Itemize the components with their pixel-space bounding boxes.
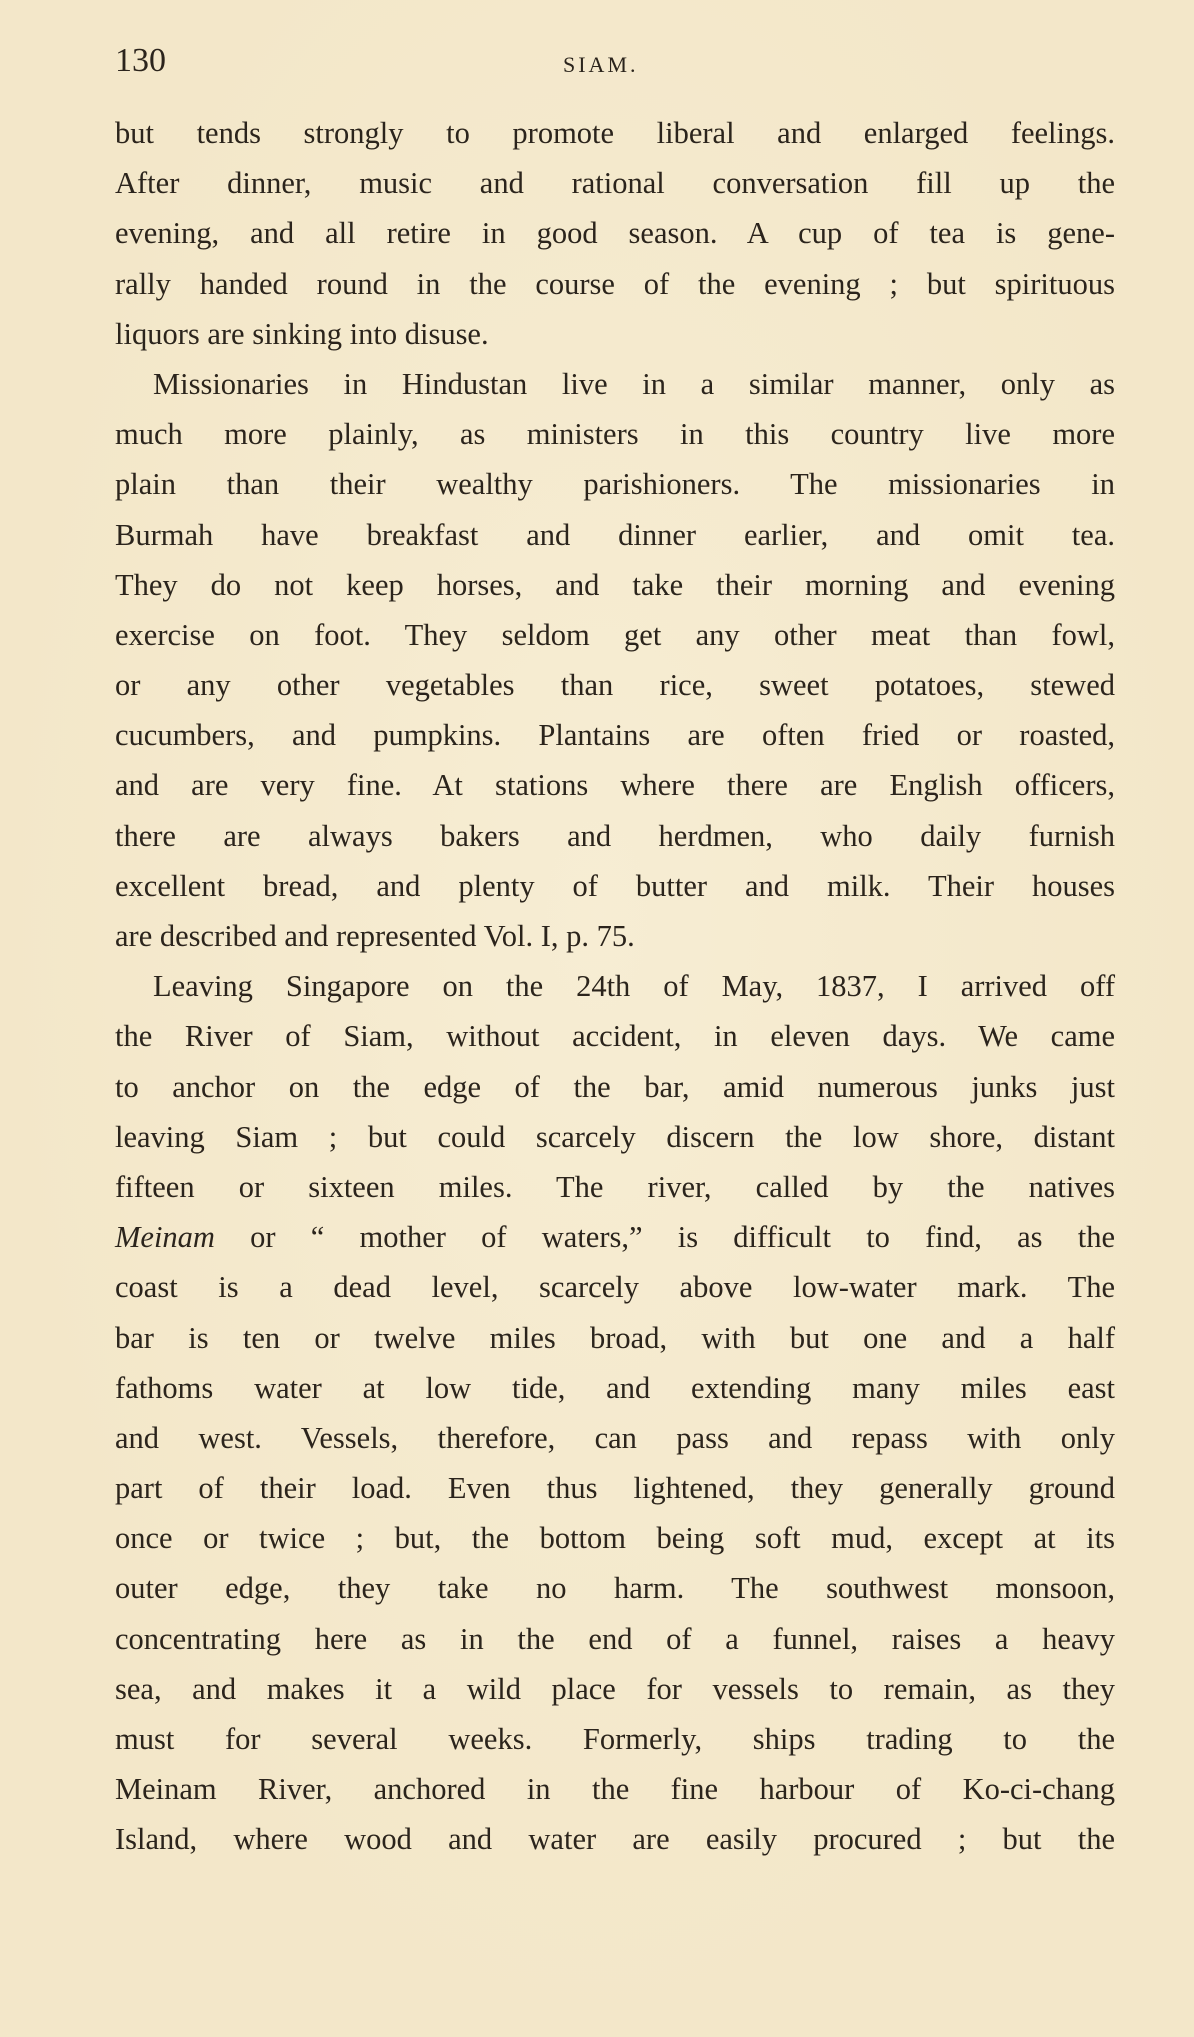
text-line: but tends strongly to promote liberal and enlarged feelings. <box>115 116 1115 150</box>
text-line: They do not keep horses, and take their morning and evening <box>115 567 1115 602</box>
text-line: the River of Siam, without accident, in eleven days. We came <box>115 1019 1115 1054</box>
text-line: liquors are sinking into disuse. <box>115 316 489 351</box>
text-line <box>115 1212 1115 1262</box>
text-line: rally handed round in the course of the evening ; but spirituous <box>115 266 1115 301</box>
text-line: exercise on foot. They seldom get any other meat than fowl, <box>115 617 1115 652</box>
text-line: Meinam River, anchored in the fine harbour of Ko-ci-chang <box>115 1772 1115 1807</box>
text-line: are described and represented Vol. I, p. 75. <box>115 919 635 953</box>
text-line: part of their load. Even thus lightened, they generally ground <box>115 1471 1115 1506</box>
text-line: outer edge, they take no harm. The southwest monsoon, <box>115 1571 1115 1606</box>
text-line: cucumbers, and pumpkins. Plantains are often fried or roasted, <box>115 718 1115 753</box>
text-line-rest: or “ mother of waters,” is difficult to find, as the <box>250 1220 1115 1255</box>
running-head: SIAM. <box>563 52 639 77</box>
text-line: to anchor on the edge of the bar, amid numerous junks just <box>115 1069 1115 1104</box>
text-line: Leaving Singapore on the 24th of May, 1837, I arrived off <box>153 969 1115 1004</box>
text-line: and are very fine. At stations where there are English officers, <box>115 768 1115 803</box>
page-number: 130 <box>115 42 166 79</box>
text-line: leaving Siam ; but could scarcely discern the low shore, distant <box>115 1119 1115 1154</box>
text-line: and west. Vessels, therefore, can pass and repass with only <box>115 1420 1115 1455</box>
body-text <box>115 108 1115 1865</box>
text-line: excellent bread, and plenty of butter and milk. Their houses <box>115 868 1115 903</box>
text-line: Missionaries in Hindustan live in a similar manner, only as <box>153 366 1115 401</box>
text-line: Island, where wood and water are easily procured ; but the <box>115 1822 1115 1857</box>
page-header <box>115 42 1115 92</box>
text-line: sea, and makes it a wild place for vessels to remain, as they <box>115 1671 1115 1706</box>
text-line: fathoms water at low tide, and extending many miles east <box>115 1370 1115 1405</box>
text-line: bar is ten or twelve miles broad, with but one and a half <box>115 1320 1115 1355</box>
italic-term: Meinam <box>115 1220 215 1255</box>
text-line: fifteen or sixteen miles. The river, called by the natives <box>115 1169 1115 1204</box>
text-line: plain than their wealthy parishioners. The missionaries in <box>115 467 1115 502</box>
text-line: there are always bakers and herdmen, who daily furnish <box>115 818 1115 853</box>
text-line: After dinner, music and rational conversation fill up the <box>115 166 1115 201</box>
text-line: concentrating here as in the end of a funnel, raises a heavy <box>115 1621 1115 1656</box>
text-line: coast is a dead level, scarcely above low-water mark. The <box>115 1270 1115 1305</box>
text-line: or any other vegetables than rice, sweet potatoes, stewed <box>115 668 1115 703</box>
text-line: must for several weeks. Formerly, ships trading to the <box>115 1722 1115 1756</box>
text-line: Burmah have breakfast and dinner earlier, and omit tea. <box>115 517 1115 552</box>
text-line: once or twice ; but, the bottom being soft mud, except at its <box>115 1521 1115 1556</box>
text-line: much more plainly, as ministers in this country live more <box>115 417 1115 452</box>
text-line: evening, and all retire in good season. A cup of tea is gene- <box>115 216 1115 251</box>
